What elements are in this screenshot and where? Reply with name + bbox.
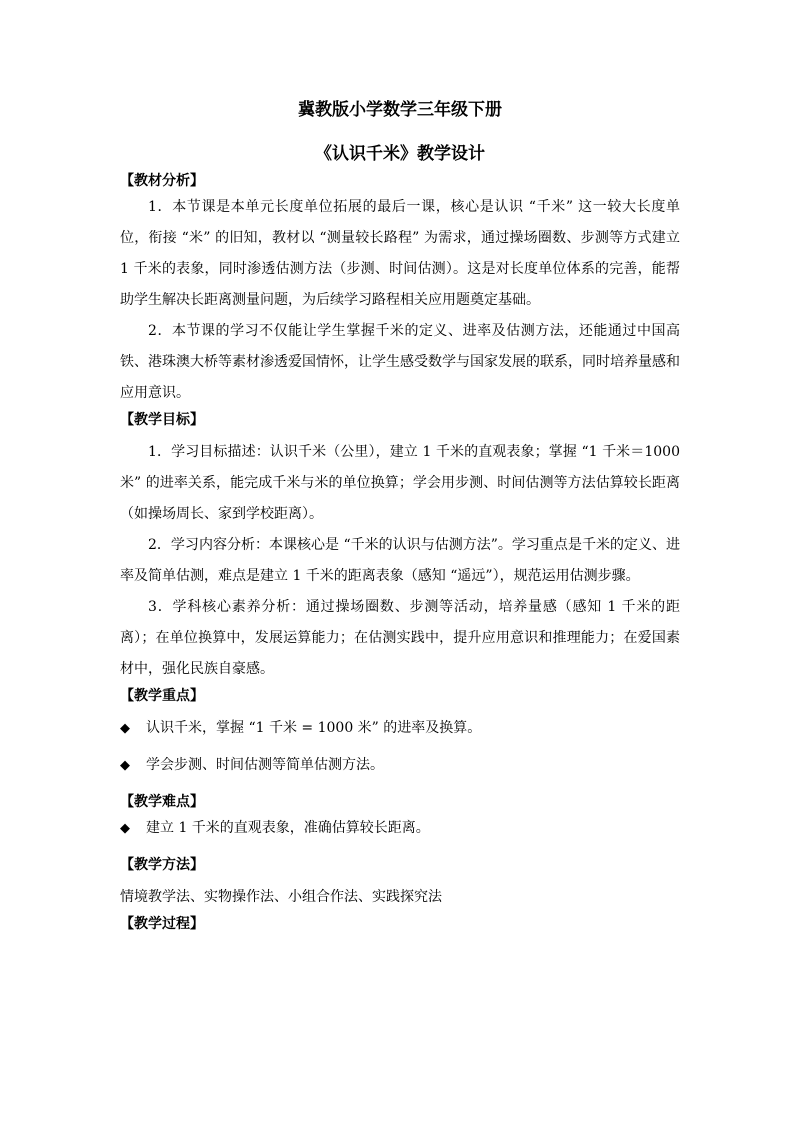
section-heading-analysis: 【教材分析】 xyxy=(120,173,204,189)
methods-text: 情境教学法、实物操作法、小组合作法、实践探究法 xyxy=(120,889,442,905)
section-heading-process: 【教学过程】 xyxy=(120,916,204,932)
key-point-item xyxy=(120,713,680,744)
goals-paragraph-2: 2．学习内容分析：本课核心是 “千米的认识与估测方法”。学习重点是千米的定义、进率及简单估测，难点是建立 1 千米的距离表象（感知 “遥远”），规范运用估测步骤。 xyxy=(120,537,680,584)
section-heading-key-points: 【教学重点】 xyxy=(120,688,204,704)
analysis-paragraph-1: 1．本节课是本单元长度单位拓展的最后一课，核心是认识 “千米” 这一较大长度单位，衔接 “米” 的旧知，教材以 “测量较长路程” 为需求，通过操场圈数、步测等方式建立 1 千米的表象，同时渗透估测方法（步测、时间估测）。这是对长度单位体系的完善，能帮助学生解决长距离测量问题，为后续学习路程相关应用题奠定基础。 xyxy=(120,199,680,308)
goals-paragraph-3: 3．学科核心素养分析：通过操场圈数、步测等活动，培养量感（感知 1 千米的距离）；在单位换算中，发展运算能力；在估测实践中，提升应用意识和推理能力；在爱国素材中，强化民族自豪感。 xyxy=(120,599,680,677)
difficulty-item xyxy=(120,813,680,844)
analysis-paragraph-2: 2．本节课的学习不仅能让学生掌握千米的定义、进率及估测方法，还能通过中国高铁、港珠澳大桥等素材渗透爱国情怀，让学生感受数学与国家发展的联系，同时培养量感和应用意识。 xyxy=(120,323,680,401)
key-point-item xyxy=(120,750,680,781)
bullet-diamond-icon: ◆ xyxy=(120,758,130,773)
section-heading-goals: 【教学目标】 xyxy=(120,412,204,428)
key-point-text: 认识千米，掌握 “1 千米 = 1000 米” 的进率及换算。 xyxy=(146,720,482,736)
bullet-diamond-icon: ◆ xyxy=(120,721,130,736)
bullet-diamond-icon: ◆ xyxy=(120,821,130,836)
key-point-text: 学会步测、时间估测等简单估测方法。 xyxy=(146,757,384,773)
difficulty-text: 建立 1 千米的直观表象，准确估算较长距离。 xyxy=(146,820,430,836)
document-page xyxy=(120,96,680,935)
section-heading-methods: 【教学方法】 xyxy=(120,857,204,873)
document-title: 冀教版小学数学三年级下册 xyxy=(298,100,502,120)
section-heading-difficulties: 【教学难点】 xyxy=(120,794,204,810)
goals-paragraph-1: 1．学习目标描述：认识千米（公里），建立 1 千米的直观表象；掌握 “1 千米＝1000 米” 的进率关系，能完成千米与米的单位换算；学会用步测、时间估测等方法估算较长距离（如操场周长、家到学校距离）。 xyxy=(120,444,680,522)
document-subtitle: 《认识千米》教学设计 xyxy=(315,144,485,164)
